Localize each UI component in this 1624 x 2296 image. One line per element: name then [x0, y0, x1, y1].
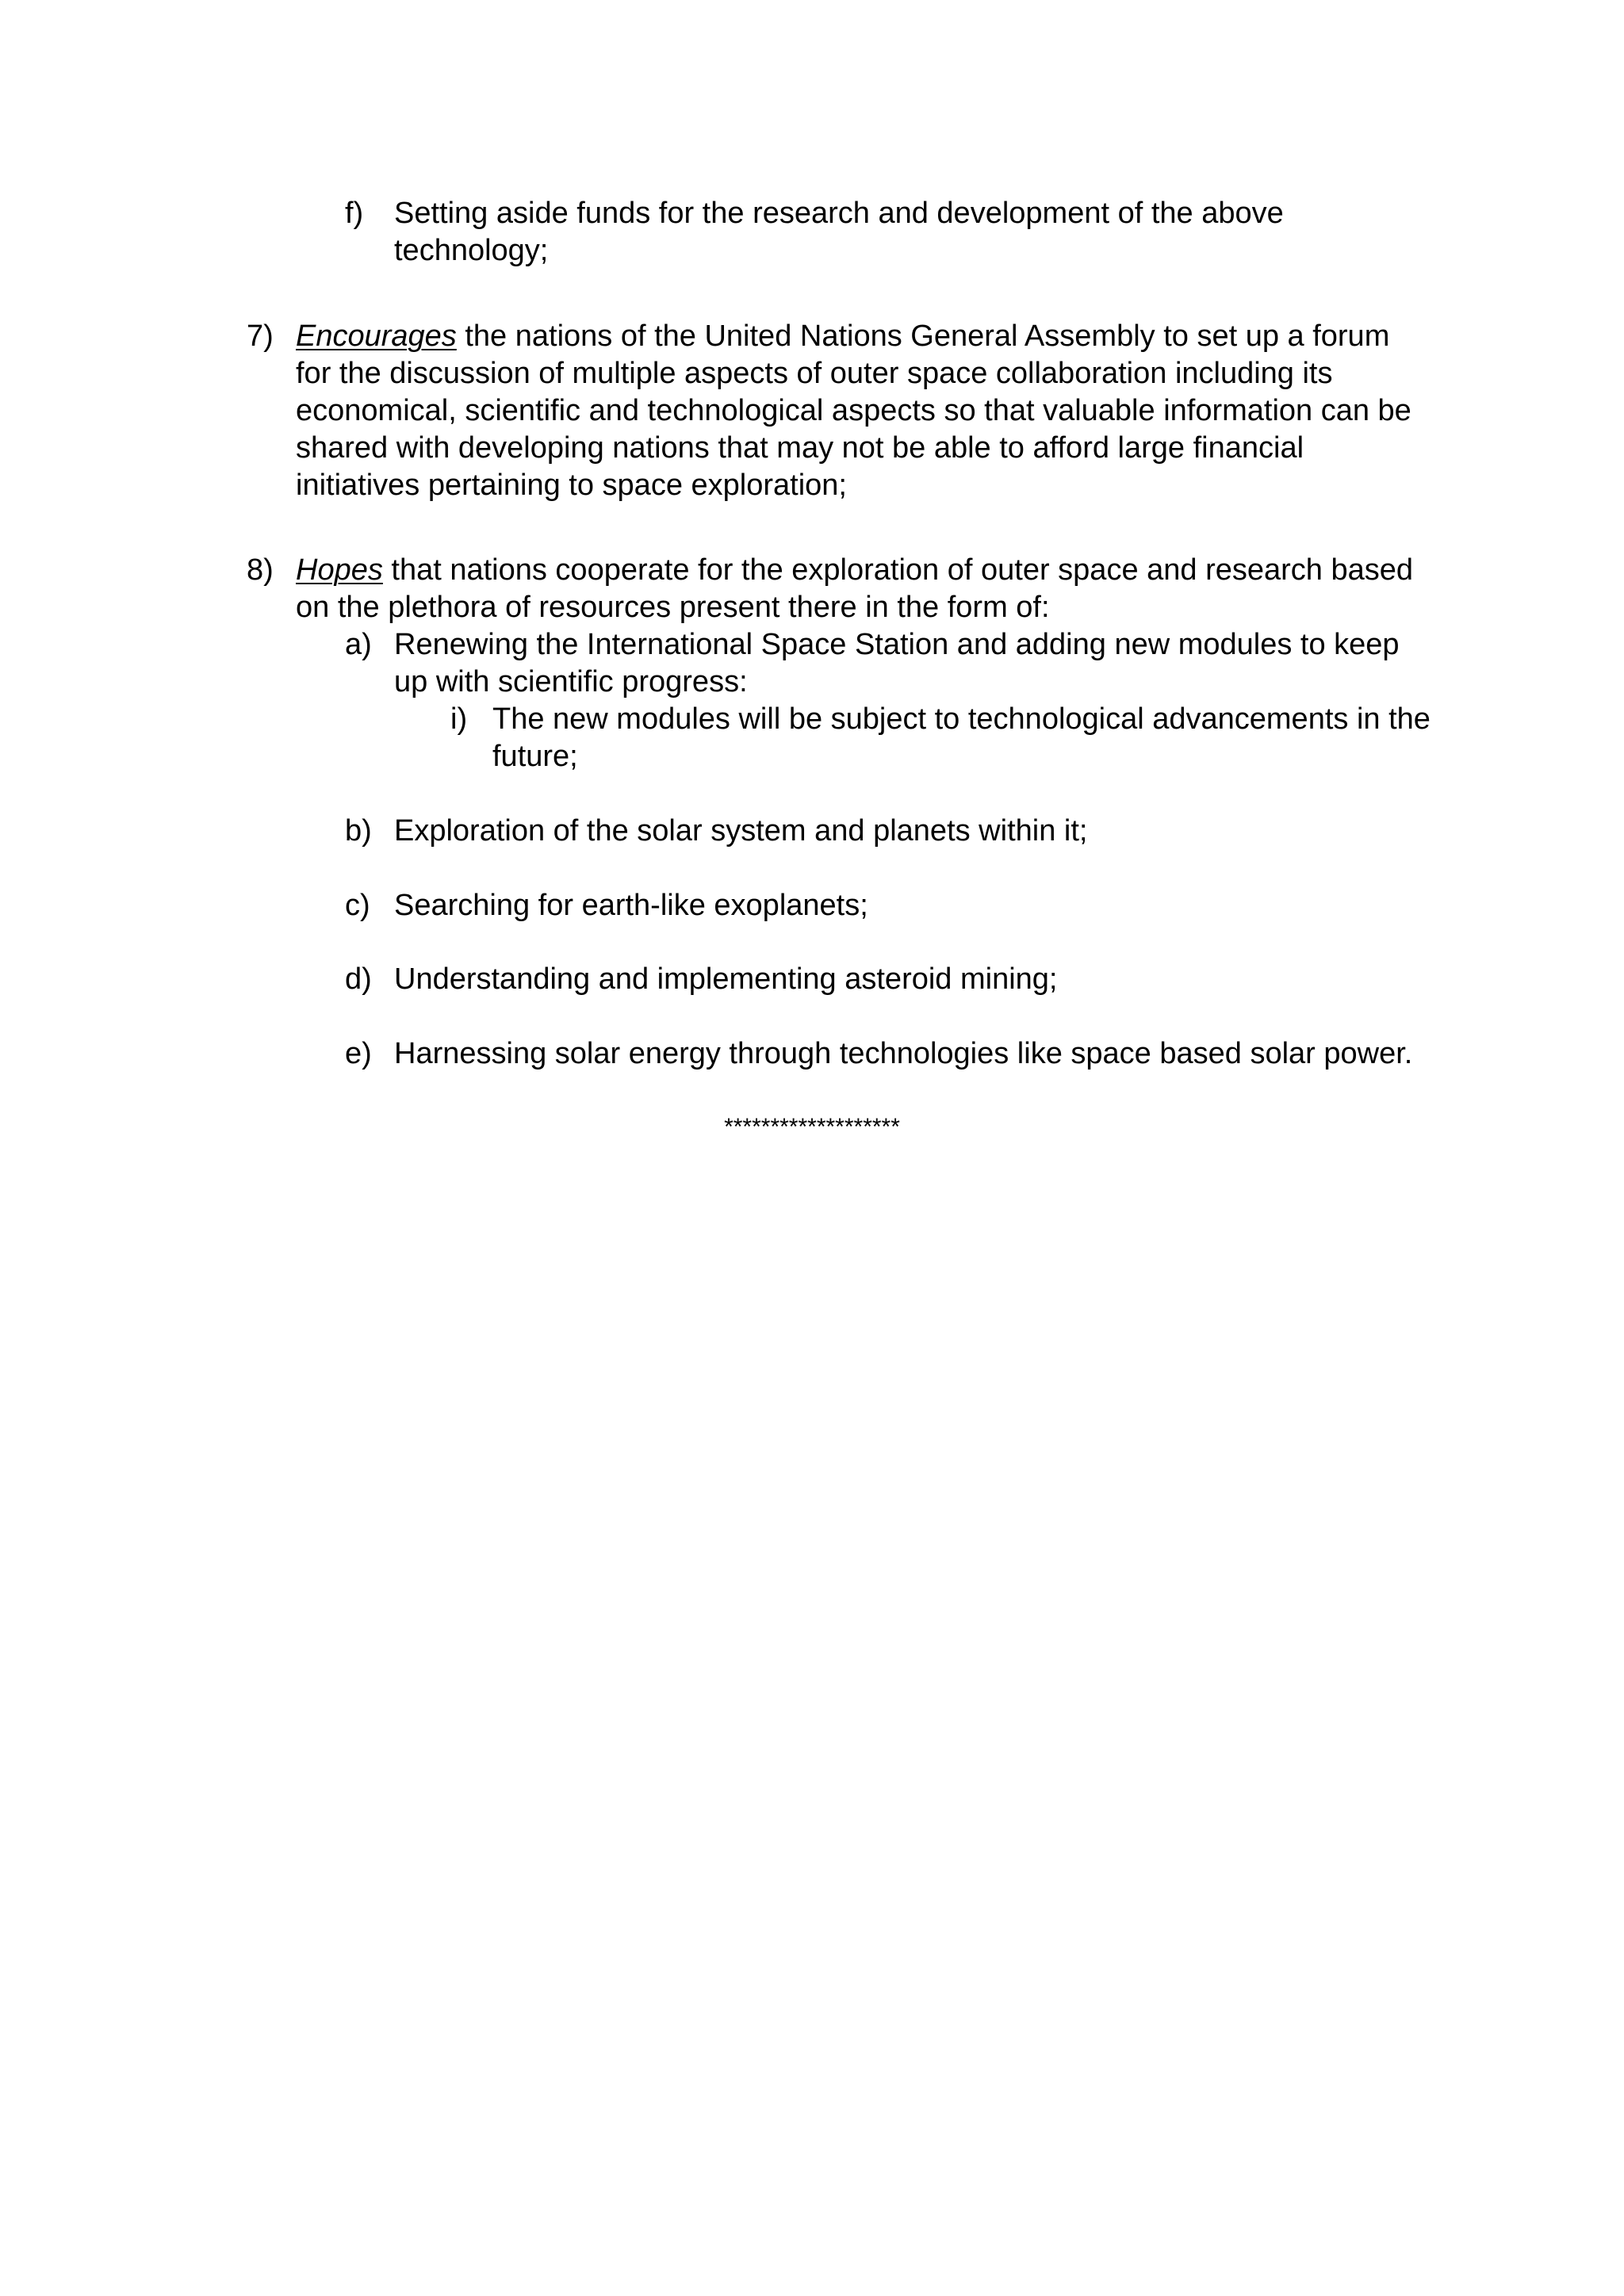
clause-line-rest: the nations of the United Nations General Assembly to set up a forum	[456, 320, 1390, 353]
clause-line: Exploration of the solar system and planets within it;	[394, 814, 1088, 848]
clause-line: on the plethora of resources present there in the form of:	[296, 591, 1050, 624]
operative-keyword: Encourages	[296, 320, 457, 353]
clause-line: initiatives pertaining to space exploration;	[296, 469, 847, 502]
clause-marker: b)	[345, 814, 372, 848]
clause-text	[394, 813, 1455, 850]
clause-line-rest: that nations cooperate for the exploration of outer space and research based	[382, 553, 1414, 587]
clause-line: Harnessing solar energy through technologies like space based solar power.	[394, 1037, 1413, 1070]
clause-line: Renewing the International Space Station and adding new modules to keep	[394, 628, 1400, 661]
clause-marker: d)	[345, 962, 372, 996]
clause-line	[296, 318, 1436, 355]
end-of-document-separator: *******************	[724, 1114, 900, 1140]
clause-text	[492, 701, 1481, 775]
clause-marker: 8)	[247, 553, 274, 587]
clause-line: economical, scientific and technological aspects so that valuable information can be	[296, 394, 1411, 427]
clause-line: technology;	[394, 234, 549, 267]
clause-marker: i)	[450, 702, 468, 736]
clause-line	[296, 552, 1436, 589]
clause-text	[394, 195, 1455, 270]
clause-text	[296, 552, 1436, 626]
clause-text	[394, 961, 1455, 998]
clause-marker: 7)	[247, 320, 274, 353]
clause-text	[296, 318, 1436, 504]
clause-line: up with scientific progress:	[394, 665, 748, 698]
clause-line: Searching for earth-like exoplanets;	[394, 889, 868, 922]
clause-line: Setting aside funds for the research and development of the above	[394, 197, 1284, 230]
clause-marker: e)	[345, 1037, 372, 1070]
clause-text	[394, 887, 1455, 924]
clause-line: future;	[492, 740, 578, 773]
clause-line: shared with developing nations that may not be able to afford large financial	[296, 431, 1304, 465]
clause-marker: f)	[345, 197, 364, 230]
clause-marker: c)	[345, 889, 370, 922]
clause-line: for the discussion of multiple aspects of outer space collaboration including its	[296, 357, 1333, 390]
clause-marker: a)	[345, 628, 372, 661]
clause-text	[394, 1035, 1455, 1073]
operative-keyword: Hopes	[296, 553, 383, 587]
clause-line: The new modules will be subject to technological advancements in the	[492, 702, 1431, 736]
clause-line: Understanding and implementing asteroid mining;	[394, 962, 1058, 996]
clause-text	[394, 626, 1455, 701]
